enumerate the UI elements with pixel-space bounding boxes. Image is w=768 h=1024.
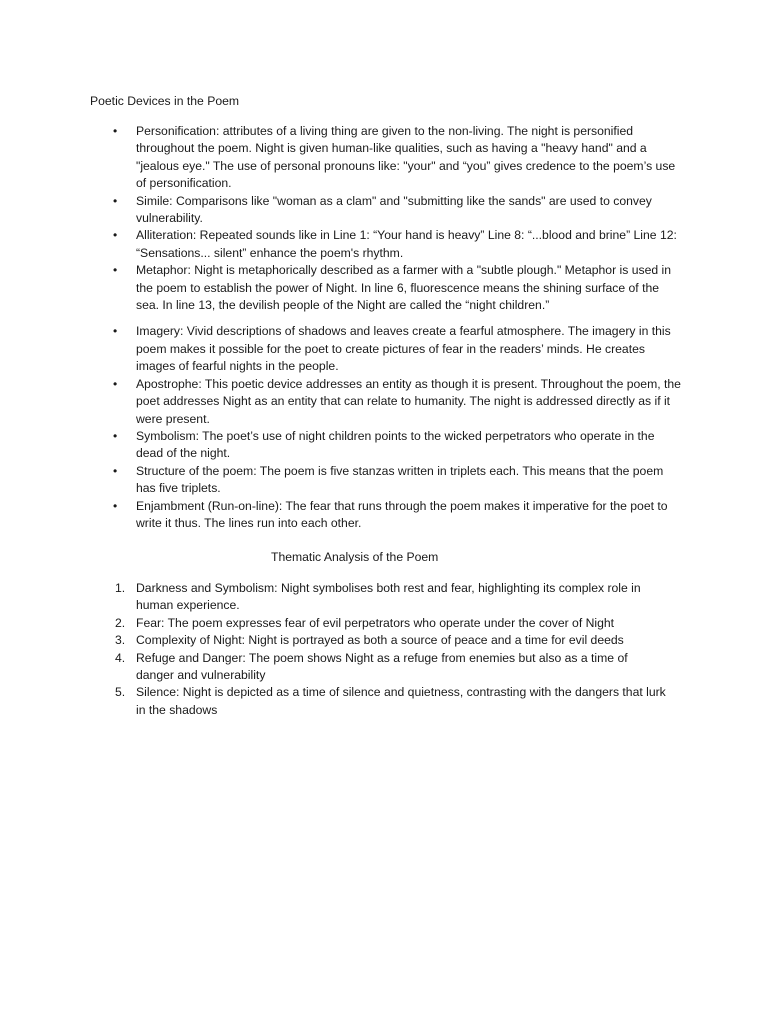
device-text: Apostrophe: This poetic device addresses an entity as though it is present. Throughout the poem, the poet addresses Night as an entity that can relate to humanity. The night is addressed directly as if it were present. bbox=[136, 376, 681, 426]
list-item bbox=[0, 650, 666, 685]
list-item bbox=[0, 323, 682, 375]
list-item bbox=[0, 193, 682, 228]
list-item bbox=[0, 428, 682, 463]
bullet-icon: • bbox=[113, 463, 118, 478]
device-text: Alliteration: Repeated sounds like in Line 1: “Your hand is heavy” Line 8: “...blood and brine” Line 12: “Sensations... silent” enhance the poem's rhythm. bbox=[136, 228, 677, 260]
thematic-analysis-heading: Thematic Analysis of the Poem bbox=[271, 550, 439, 564]
list-item bbox=[0, 376, 682, 428]
theme-text: Darkness and Symbolism: Night symbolises both rest and fear, highlighting its complex role in human experience. bbox=[136, 581, 641, 613]
theme-text: Complexity of Night: Night is portrayed as both a source of peace and a time for evil deeds bbox=[136, 633, 624, 648]
poetic-devices-list bbox=[0, 123, 768, 532]
bullet-icon: • bbox=[113, 263, 118, 278]
device-text: Metaphor: Night is metaphorically described as a farmer with a "subtle plough." Metaphor is used in the poem to establish the power of Night. In line 6, fluorescence means the shining surface of the sea. In line 13, the devilish people of the Night are called the “night children.” bbox=[136, 263, 672, 313]
bullet-icon: • bbox=[113, 428, 118, 443]
list-number: 2. bbox=[115, 615, 126, 630]
list-item bbox=[0, 632, 666, 649]
bullet-icon: • bbox=[113, 193, 118, 208]
poetic-devices-heading: Poetic Devices in the Poem bbox=[90, 94, 240, 108]
device-text: Imagery: Vivid descriptions of shadows and leaves create a fearful atmosphere. The imagery in this poem makes it possible for the poet to create pictures of fear in the readers’ minds. He creates images of fearful nights in the people. bbox=[136, 324, 671, 374]
bullet-icon: • bbox=[113, 498, 118, 513]
themes-list bbox=[0, 580, 768, 719]
list-item bbox=[0, 615, 666, 632]
list-item bbox=[0, 580, 666, 615]
list-item bbox=[0, 262, 682, 314]
device-text: Personification: attributes of a living thing are given to the non-living. The night is personified throughout the poem. Night is given human-like qualities, such as having a "heavy hand" and a "jealous eye." The use of personal pronouns like: "your" and “you” gives credence to the poem’s use of personification. bbox=[136, 124, 676, 191]
device-text: Structure of the poem: The poem is five stanzas written in triplets each. This means that the poem has five triplets. bbox=[136, 463, 664, 496]
list-item bbox=[0, 123, 682, 193]
bullet-icon: • bbox=[113, 324, 118, 339]
device-text: Enjambment (Run-on-line): The fear that runs through the poem makes it imperative for the poet to write it thus. The lines run into each other. bbox=[136, 498, 668, 530]
list-item bbox=[0, 463, 682, 498]
theme-text: Refuge and Danger: The poem shows Night as a refuge from enemies but also as a time of danger and vulnerability bbox=[136, 650, 628, 683]
list-item bbox=[0, 684, 666, 719]
list-item bbox=[0, 227, 682, 262]
bullet-icon: • bbox=[113, 124, 118, 138]
theme-text: Fear: The poem expresses fear of evil perpetrators who operate under the cover of Night bbox=[136, 615, 615, 630]
list-number: 5. bbox=[115, 685, 126, 700]
device-text: Simile: Comparisons like "woman as a clam" and "submitting like the sands" are used to convey vulnerability. bbox=[136, 193, 652, 226]
device-text: Symbolism: The poet’s use of night children points to the wicked perpetrators who operate in the dead of the night. bbox=[136, 428, 655, 461]
list-number: 3. bbox=[115, 633, 126, 648]
theme-text: Silence: Night is depicted as a time of silence and quietness, contrasting with the dangers that lurk in the shadows bbox=[136, 685, 666, 717]
list-number: 1. bbox=[115, 581, 126, 595]
list-number: 4. bbox=[115, 650, 126, 665]
bullet-icon: • bbox=[113, 376, 118, 391]
list-item bbox=[0, 498, 682, 533]
bullet-icon: • bbox=[113, 228, 118, 243]
